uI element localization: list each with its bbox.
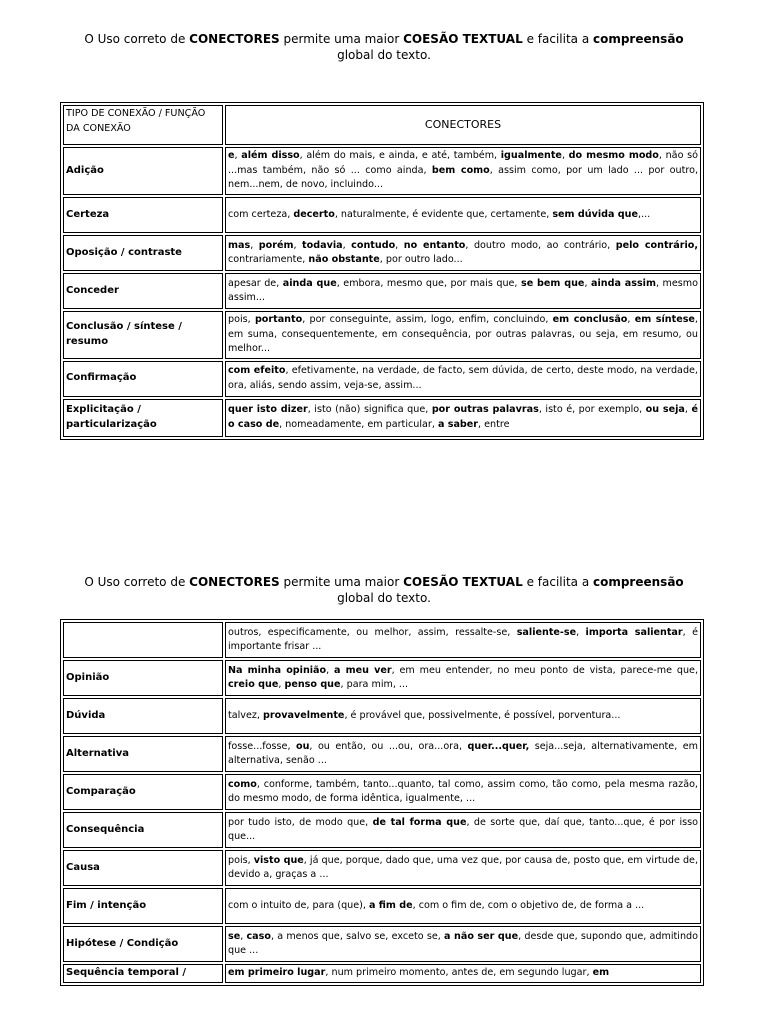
connector-text: , — [561, 150, 569, 162]
connector-text: , — [240, 930, 247, 942]
connectors-cell — [225, 197, 701, 233]
connector-text: , por conseguinte, assim, logo, enfim, concluindo, — [302, 314, 553, 325]
connectors-cell — [225, 736, 701, 772]
connector-text: , efetivamente, na verdade, de facto, sem dúvida, de certo, deste modo, na verdade, ora, aliás, sendo assim, veja-se, assim... — [228, 365, 698, 391]
connector-text: pois, — [228, 854, 254, 866]
heading-bold-compreensao: compreensão — [592, 575, 684, 589]
connector-text: contrariamente, — [228, 254, 309, 265]
table-row — [63, 812, 701, 848]
connector-bold: não obstante — [308, 254, 380, 265]
heading-bold-conectores: CONECTORES — [189, 32, 280, 46]
table-row — [63, 311, 701, 359]
connector-bold: ainda que — [282, 277, 337, 289]
connectors-cell — [225, 311, 701, 359]
connectors-cell — [225, 926, 701, 962]
connector-text: , ou então, ou ...ou, ora...ora, — [309, 740, 468, 752]
connector-text: , em suma, consequentemente, em consequência, por outras palavras, ou seja, em resumo, ou melhor... — [228, 314, 698, 354]
connector-text: , é provável que, possivelmente, é possível, porventura... — [344, 709, 621, 721]
table-row — [63, 273, 701, 309]
connector-bold: quer...quer, — [467, 740, 530, 752]
connectors-cell — [225, 964, 701, 983]
connection-type-cell: Hipótese / Condição — [63, 926, 223, 962]
connector-bold: de tal forma que — [372, 816, 467, 828]
connector-text: por tudo isto, de modo que, — [228, 816, 373, 828]
table-row — [63, 888, 701, 924]
connector-text: , — [278, 679, 285, 690]
table-row — [63, 622, 701, 658]
connection-type-cell: Causa — [63, 850, 223, 886]
connector-text: , nomeadamente, em particular, — [279, 418, 438, 430]
heading-bold-conectores: CONECTORES — [189, 575, 280, 589]
connection-type-cell: Fim / intenção — [63, 888, 223, 924]
connector-bold: é o caso de — [228, 404, 698, 430]
connector-bold: por outras palavras — [431, 404, 539, 415]
page-heading — [40, 31, 728, 63]
connector-text: , naturalmente, é evidente que, certamente, — [334, 208, 553, 220]
connector-text: , isto (não) significa que, — [307, 404, 432, 415]
connection-type-cell: Confirmação — [63, 361, 223, 397]
connector-bold: a fim de — [368, 899, 413, 911]
table-row — [63, 736, 701, 772]
connector-bold: ou — [295, 740, 310, 752]
connector-text: , — [342, 239, 352, 251]
connector-text: , com o fim de, com o objetivo de, de forma a ... — [412, 899, 645, 911]
connector-bold: Na minha opinião — [228, 664, 327, 676]
connection-type-cell: Conceder — [63, 273, 223, 309]
connector-bold: como — [228, 778, 257, 790]
connector-text: outros, especificamente, ou melhor, assim, ressalte-se, — [228, 626, 517, 638]
connector-text: , — [293, 239, 303, 251]
heading-text: e facilita a — [522, 32, 593, 46]
connector-bold: e — [228, 150, 235, 162]
connector-text: , além do mais, e ainda, e até, também, — [299, 150, 501, 162]
connector-bold: a saber — [437, 418, 479, 430]
connector-bold: portanto — [254, 314, 303, 325]
table-row — [63, 361, 701, 397]
connector-bold: em conclusão — [552, 314, 628, 325]
table-row — [63, 235, 701, 271]
heading-text: global do texto. — [337, 591, 431, 605]
connectors-cell — [225, 812, 701, 848]
connector-text: fosse...fosse, — [228, 740, 296, 752]
connector-bold: todavia — [302, 239, 343, 251]
connector-bold: creio que — [228, 679, 279, 690]
header-connectors: CONECTORES — [225, 105, 701, 145]
table-row — [63, 399, 701, 437]
connector-text: , é importante frisar ... — [228, 626, 698, 652]
connectors-cell — [225, 235, 701, 271]
table-row — [63, 774, 701, 810]
connector-bold: visto que — [253, 854, 304, 866]
connection-type-cell: Sequência temporal / — [63, 964, 223, 983]
connector-bold: a não ser que — [444, 930, 519, 942]
connectors-cell — [225, 273, 701, 309]
connector-bold: pelo contrário, — [615, 239, 698, 251]
heading-bold-coesao: COESÃO TEXTUAL — [403, 32, 523, 46]
connection-type-cell: Oposição / contraste — [63, 235, 223, 271]
connectors-cell — [225, 660, 701, 696]
connector-text: ,... — [638, 208, 651, 220]
table-row — [63, 850, 701, 886]
connection-type-cell: Consequência — [63, 812, 223, 848]
table-row — [63, 660, 701, 696]
connector-text: , doutro modo, ao contrário, — [465, 239, 616, 251]
table-row — [63, 964, 701, 983]
connector-text: , por outro lado... — [379, 254, 463, 265]
connector-bold: provavelmente — [263, 709, 345, 721]
connector-bold: com efeito — [228, 365, 286, 376]
connector-bold: além disso — [241, 150, 300, 162]
table-header-row — [63, 105, 701, 145]
connector-bold: do mesmo modo — [568, 150, 659, 162]
connector-text: com o intuito de, para (que), — [228, 899, 369, 911]
connector-text: , — [584, 277, 592, 289]
heading-text: permite uma maior — [279, 575, 404, 589]
page-heading-2 — [40, 574, 728, 606]
table-row — [63, 197, 701, 233]
connector-text: seja...seja, alternativamente, em alternativa, senão ... — [228, 740, 698, 766]
connectors-cell — [225, 774, 701, 810]
connector-text: com certeza, — [228, 208, 294, 220]
connector-text: , — [395, 239, 404, 251]
connectors-cell — [225, 622, 701, 658]
connector-text: , assim como, por um lado ... por outro, nem...nem, de novo, incluindo... — [228, 164, 698, 191]
connection-type-cell: Opinião — [63, 660, 223, 696]
header-connection-type: TIPO DE CONEXÃO / FUNÇÃO DA CONEXÃO — [63, 105, 223, 145]
connectors-cell — [225, 361, 701, 397]
connection-type-cell: Certeza — [63, 197, 223, 233]
connection-type-cell — [63, 622, 223, 658]
connectors-table-1 — [60, 102, 704, 440]
connector-text: pois, — [228, 314, 255, 325]
connector-text: , — [684, 404, 692, 415]
connector-bold: decerto — [293, 208, 335, 220]
connector-bold: em — [592, 967, 610, 978]
connector-text: , para mim, ... — [340, 679, 409, 690]
table-row — [63, 147, 701, 195]
connector-bold: ou seja — [645, 404, 685, 415]
connector-bold: igualmente — [500, 150, 562, 162]
connection-type-cell: Explicitação / particularização — [63, 399, 223, 437]
connector-bold: saliente-se — [516, 626, 577, 638]
connector-bold: a meu ver — [334, 664, 392, 676]
connector-text: , a menos que, salvo se, exceto se, — [270, 930, 445, 942]
connector-bold: ainda assim — [591, 277, 656, 289]
table-row — [63, 698, 701, 734]
connectors-cell — [225, 850, 701, 886]
connector-text: , entre — [478, 418, 510, 430]
connector-bold: mas — [228, 239, 251, 251]
connection-type-cell: Conclusão / síntese / resumo — [63, 311, 223, 359]
connector-text: , de sorte que, daí que, tanto...que, é por isso que... — [228, 816, 699, 842]
connector-text: , — [250, 239, 259, 251]
heading-text: O Uso correto de — [84, 575, 190, 589]
heading-text: e facilita a — [522, 575, 593, 589]
connectors-table-2 — [60, 619, 704, 986]
connector-text: , — [234, 150, 242, 162]
connectors-cell — [225, 399, 701, 437]
connector-bold: sem dúvida que — [552, 208, 639, 220]
heading-bold-coesao: COESÃO TEXTUAL — [403, 575, 523, 589]
connectors-cell — [225, 698, 701, 734]
heading-text: permite uma maior — [279, 32, 404, 46]
connectors-cell — [225, 888, 701, 924]
connector-bold: se bem que — [521, 277, 585, 289]
heading-bold-compreensao: compreensão — [592, 32, 684, 46]
connector-text: , conforme, também, tanto...quanto, tal como, assim como, tão como, pela mesma razão, do mesmo modo, de forma idêntica, igualmente, ... — [228, 778, 698, 804]
connector-bold: quer isto dizer — [228, 404, 308, 415]
connector-text: , embora, mesmo que, por mais que, — [336, 277, 522, 289]
connector-bold: em primeiro lugar — [228, 967, 326, 978]
connection-type-cell: Adição — [63, 147, 223, 195]
connector-bold: bem como — [431, 164, 490, 176]
connector-bold: importa salientar — [585, 626, 683, 638]
connector-bold: em síntese — [634, 314, 695, 325]
connectors-cell — [225, 147, 701, 195]
connector-text: , num primeiro momento, antes de, em segundo lugar, — [325, 967, 593, 978]
connector-text: , — [326, 664, 335, 676]
heading-text: O Uso correto de — [84, 32, 190, 46]
connection-type-cell: Alternativa — [63, 736, 223, 772]
connector-text: , já que, porque, dado que, uma vez que, por causa de, posto que, em virtude de, devido a, graças a ... — [228, 854, 698, 880]
connector-text: , desde que, supondo que, admitindo que ... — [228, 930, 698, 956]
connector-bold: caso — [246, 930, 271, 942]
connector-text: , isto é, por exemplo, — [538, 404, 646, 415]
connector-text: , — [627, 314, 635, 325]
connection-type-cell: Comparação — [63, 774, 223, 810]
heading-text: global do texto. — [337, 48, 431, 62]
connector-text: talvez, — [228, 709, 264, 721]
connector-bold: contudo — [351, 239, 396, 251]
connector-bold: no entanto — [403, 239, 466, 251]
connector-text: , mesmo assim... — [228, 277, 698, 303]
connector-text: apesar de, — [228, 277, 283, 289]
connection-type-cell: Dúvida — [63, 698, 223, 734]
connector-text: , — [576, 626, 586, 638]
table-row — [63, 926, 701, 962]
connector-text: , em meu entender, no meu ponto de vista, parece-me que, — [391, 664, 698, 676]
connector-bold: penso que — [284, 679, 341, 690]
connector-bold: porém — [258, 239, 294, 251]
connector-bold: se — [228, 930, 241, 942]
connector-text: , não só ...mas também, não só ... como ainda, — [228, 150, 698, 176]
